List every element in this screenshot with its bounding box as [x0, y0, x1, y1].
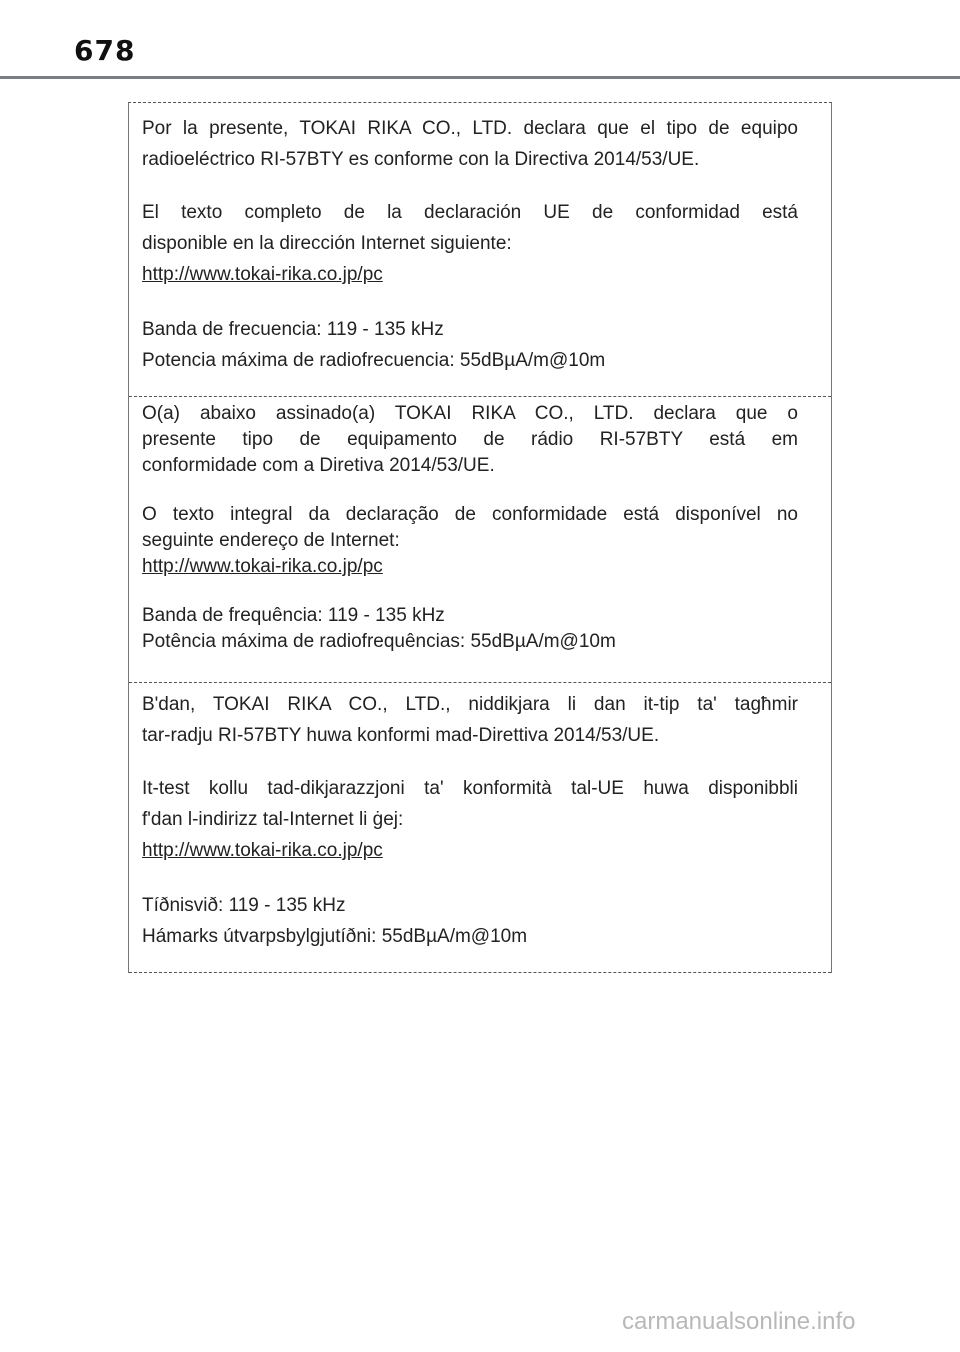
declaration-maltese [129, 683, 831, 973]
is-max-power: Hámarks útvarpsbylgjutíðni: 55dBµA/m@10m [142, 926, 528, 947]
mt-line-3: It-test kollu tad-dikjarazzjoni ta' konformità tal-UE huwa disponibbli [142, 778, 798, 799]
is-frequency-band: Tíðnisvið: 119 - 135 kHz [142, 895, 346, 916]
pt-line-2: presente tipo de equipamento de rádio RI-57BTY está em [142, 429, 798, 450]
page-number: 678 [74, 34, 136, 67]
mt-url-link[interactable]: http://www.tokai-rika.co.jp/pc [142, 840, 383, 861]
mt-line-4: f'dan l-indirizz tal-Internet li ġej: [142, 809, 404, 830]
header-rule [0, 76, 960, 79]
es-line-3: El texto completo de la declaración UE de conformidad está [142, 202, 798, 223]
pt-url-link[interactable]: http://www.tokai-rika.co.jp/pc [142, 556, 383, 577]
pt-line-3: conformidade com a Diretiva 2014/53/UE. [142, 455, 495, 476]
pt-max-power: Potência máxima de radiofrequências: 55dBµA/m@10m [142, 631, 616, 652]
es-frequency-band: Banda de frecuencia: 119 - 135 kHz [142, 319, 444, 340]
declaration-box [128, 102, 832, 973]
es-max-power: Potencia máxima de radiofrecuencia: 55dBµA/m@10m [142, 350, 606, 371]
pt-line-1: O(a) abaixo assinado(a) TOKAI RIKA CO., LTD. declara que o [142, 403, 798, 424]
declaration-portuguese [129, 397, 831, 683]
es-url-link[interactable]: http://www.tokai-rika.co.jp/pc [142, 264, 383, 285]
es-line-2: radioeléctrico RI-57BTY es conforme con la Directiva 2014/53/UE. [142, 149, 700, 170]
pt-line-4: O texto integral da declaração de conformidade está disponível no [142, 504, 798, 525]
declaration-spanish [129, 103, 831, 397]
es-line-4: disponible en la dirección Internet siguiente: [142, 233, 512, 254]
mt-line-1: B'dan, TOKAI RIKA CO., LTD., niddikjara li dan it-tip ta' tagħmir [142, 694, 798, 715]
pt-frequency-band: Banda de frequência: 119 - 135 kHz [142, 605, 445, 626]
mt-line-2: tar-radju RI-57BTY huwa konformi mad-Direttiva 2014/53/UE. [142, 725, 660, 746]
es-line-1: Por la presente, TOKAI RIKA CO., LTD. declara que el tipo de equipo [142, 118, 798, 139]
pt-line-5: seguinte endereço de Internet: [142, 530, 400, 551]
watermark: carmanualsonline.info [622, 1308, 856, 1335]
